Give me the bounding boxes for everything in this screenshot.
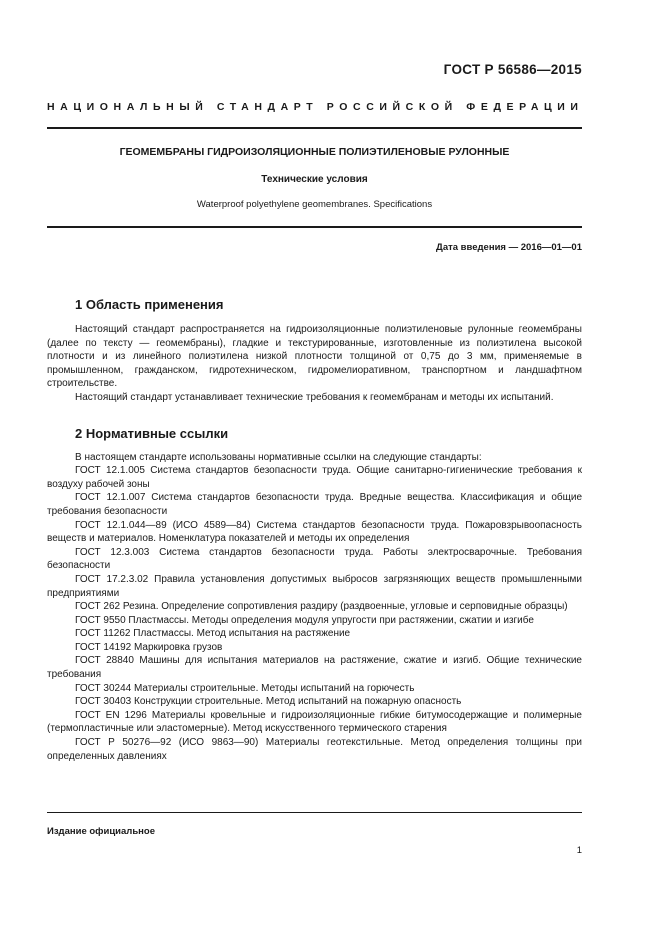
official-edition-label: Издание официальное [47, 826, 155, 837]
reference-item: ГОСТ 12.1.007 Система стандартов безопасности труда. Вредные вещества. Классификация и общие требования безопасности [47, 492, 582, 517]
document-title-english: Waterproof polyethylene geomembranes. Specifications [196, 199, 433, 210]
document-subtitle: Технические условия [261, 174, 368, 185]
paragraph: Настоящий стандарт распространяется на гидроизоляционные полиэтиленовые рулонные геомембраны (далее по тексту — геомембраны), гладкие и текстурированные, изготовленные из полиэтилена высокой плотности и из линейного полиэтилена низкой плотности толщиной от 0,75 до 3 мм, применяемые в промышленном, гражданском, гидротехническом, гидромелиоративном, транспортном и ландшафтном строительстве. [47, 324, 582, 390]
reference-item: ГОСТ 30244 Материалы строительные. Методы испытаний на горючесть [75, 682, 415, 694]
document-title: ГЕОМЕМБРАНЫ ГИДРОИЗОЛЯЦИОННЫЕ ПОЛИЭТИЛЕНОВЫЕ РУЛОННЫЕ [119, 146, 510, 158]
section-scope [47, 296, 582, 405]
reference-item: ГОСТ Р 50276—92 (ИСО 9863—90) Материалы геотекстильные. Метод определения толщины при определенных давлениях [47, 737, 582, 762]
reference-item: ГОСТ 11262 Пластмассы. Метод испытания на растяжение [75, 628, 351, 640]
reference-item: ГОСТ 28840 Машины для испытания материалов на растяжение, сжатие и изгиб. Общие технические требования [47, 655, 582, 681]
reference-item: ГОСТ 262 Резина. Определение сопротивления раздиру (раздвоенные, угловые и серповидные образцы) [75, 601, 568, 613]
document-body [47, 296, 582, 763]
introduction-date: Дата введения — 2016—01—01 [436, 242, 582, 253]
section-normative-references [47, 425, 582, 764]
national-standard-heading: НАЦИОНАЛЬНЫЙ СТАНДАРТ РОССИЙСКОЙ ФЕДЕРАЦИИ [47, 101, 584, 113]
paragraph: Настоящий стандарт устанавливает технические требования к геомембранам и методы их испытаний. [75, 391, 554, 403]
page-number: 1 [576, 845, 582, 856]
reference-item: ГОСТ 17.2.3.02 Правила установления допустимых выбросов загрязняющих веществ промышленными предприятиями [47, 573, 582, 599]
section-heading: 2 Нормативные ссылки [75, 425, 229, 441]
section-heading: 1 Область применения [75, 297, 224, 312]
gost-code: ГОСТ Р 56586—2015 [443, 62, 582, 77]
top-divider [47, 127, 582, 129]
reference-item: ГОСТ 14192 Маркировка грузов [75, 641, 223, 653]
reference-item: ГОСТ 12.1.044—89 (ИСО 4589—84) Система стандартов безопасности труда. Пожаровзрывоопасность веществ и материалов. Номенклатура показателей и методы их определения [47, 519, 582, 545]
paragraph: В настоящем стандарте использованы нормативные ссылки на следующие стандарты: [75, 451, 482, 463]
title-divider [47, 226, 582, 228]
footer-divider [47, 812, 582, 813]
reference-item: ГОСТ 12.1.005 Система стандартов безопасности труда. Общие санитарно-гигиенические требования к воздуху рабочей зоны [47, 465, 582, 490]
reference-item: ГОСТ EN 1296 Материалы кровельные и гидроизоляционные гибкие битумосодержащие и полимерные (термопластичные или эластомерные). Метод искусственного термического старения [47, 709, 582, 735]
reference-item: ГОСТ 30403 Конструкции строительные. Метод испытаний на пожарную опасность [75, 696, 462, 708]
reference-item: ГОСТ 9550 Пластмассы. Методы определения модуля упругости при растяжении, сжатии и изгибе [75, 614, 534, 626]
reference-item: ГОСТ 12.3.003 Система стандартов безопасности труда. Работы электросварочные. Требования безопасности [47, 546, 582, 572]
